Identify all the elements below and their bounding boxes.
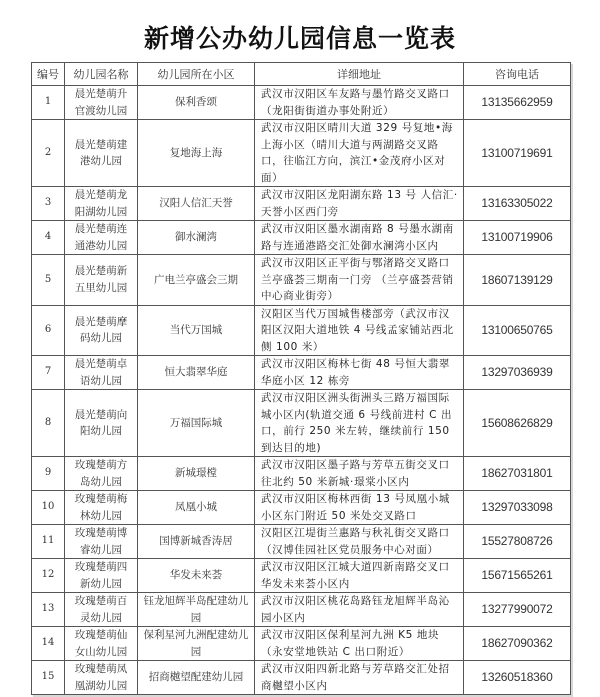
kindergarten-name: 玫瑰楚萌方岛幼儿园 xyxy=(65,457,138,491)
table-row xyxy=(32,187,571,221)
row-number: 15 xyxy=(32,661,65,695)
kindergarten-name: 玫瑰楚萌博睿幼儿园 xyxy=(65,525,138,559)
table-row xyxy=(32,491,571,525)
address: 武汉市汉阳区江城大道四新南路交叉口华发未来荟小区内 xyxy=(255,559,464,593)
address: 武汉市汉阳区晴川大道 329 号复地•海上海小区（晴川大道与两湖路交叉路口，往临江方向，滨江•金茂府小区对面） xyxy=(255,120,464,187)
community-name: 汉阳人信汇天誉 xyxy=(138,187,255,221)
table-row xyxy=(32,390,571,457)
kindergarten-name: 玫瑰楚萌百灵幼儿园 xyxy=(65,593,138,627)
header-community: 幼儿园所在小区 xyxy=(138,63,255,86)
kindergarten-name: 玫瑰楚萌凤凰湖幼儿园 xyxy=(65,661,138,695)
header-name: 幼儿园名称 xyxy=(65,63,138,86)
row-number: 4 xyxy=(32,221,65,255)
phone-number: 15527808726 xyxy=(464,525,571,559)
phone-number: 13100719691 xyxy=(464,120,571,187)
address: 汉阳区当代万国城售楼部旁（武汉市汉阳区汉阳大道地铁 4 号线孟家铺站西北侧 100 米） xyxy=(255,305,464,356)
address: 武汉市汉阳四新北路与芳草路交汇处招商樾望小区内 xyxy=(255,661,464,695)
table-header-row xyxy=(32,63,571,86)
address: 武汉市汉阳区正平街与鄂渚路交叉路口兰亭盛荟三期南一门旁 （兰亭盛荟营销中心商业街旁） xyxy=(255,255,464,306)
community-name: 钰龙旭辉半岛配建幼儿园 xyxy=(138,593,255,627)
table-row xyxy=(32,457,571,491)
community-name: 保利星河九洲配建幼儿园 xyxy=(138,627,255,661)
header-phone: 咨询电话 xyxy=(464,63,571,86)
row-number: 14 xyxy=(32,627,65,661)
community-name: 新城璟樘 xyxy=(138,457,255,491)
phone-number: 18627031801 xyxy=(464,457,571,491)
page-title: 新增公办幼儿园信息一览表 xyxy=(143,24,456,53)
phone-number: 13135662959 xyxy=(464,86,571,120)
phone-number: 15671565261 xyxy=(464,559,571,593)
kindergarten-info-table xyxy=(31,62,571,695)
row-number: 11 xyxy=(32,525,65,559)
table-row xyxy=(32,627,571,661)
table-row xyxy=(32,120,571,187)
community-name: 保利香颂 xyxy=(138,86,255,120)
kindergarten-name: 晨光楚萌龙阳湖幼儿园 xyxy=(65,187,138,221)
table-row xyxy=(32,525,571,559)
address: 武汉市汉阳区保利星河九洲 K5 地块 （永安堂地铁站 C 出口附近） xyxy=(255,627,464,661)
table-row xyxy=(32,86,571,120)
community-name: 当代万国城 xyxy=(138,305,255,356)
address: 武汉市汉阳区墨子路与芳草五街交叉口往北约 50 米新城·璟棠小区内 xyxy=(255,457,464,491)
address: 汉阳区江堤街兰惠路与秋礼街交叉路口（汉博佳园社区党员服务中心对面） xyxy=(255,525,464,559)
phone-number: 13297033098 xyxy=(464,491,571,525)
header-number: 编号 xyxy=(32,63,65,86)
row-number: 5 xyxy=(32,255,65,306)
community-name: 恒大翡翠华庭 xyxy=(138,356,255,390)
phone-number: 18607139129 xyxy=(464,255,571,306)
address: 武汉市汉阳区桃花岛路钰龙旭辉半岛沁园小区内 xyxy=(255,593,464,627)
kindergarten-name: 玫瑰楚萌仙女山幼儿园 xyxy=(65,627,138,661)
kindergarten-name: 晨光楚萌连通港幼儿园 xyxy=(65,221,138,255)
kindergarten-name: 晨光楚萌卓语幼儿园 xyxy=(65,356,138,390)
table-row xyxy=(32,255,571,306)
phone-number: 13260518360 xyxy=(464,661,571,695)
community-name: 凤凰小城 xyxy=(138,491,255,525)
phone-number: 13163305022 xyxy=(464,187,571,221)
address: 武汉市汉阳区梅林七街 48 号恒大翡翠华庭小区 12 栋旁 xyxy=(255,356,464,390)
phone-number: 13297036939 xyxy=(464,356,571,390)
phone-number: 15608626829 xyxy=(464,390,571,457)
kindergarten-name: 玫瑰楚萌梅林幼儿园 xyxy=(65,491,138,525)
community-name: 国博新城香涛居 xyxy=(138,525,255,559)
address: 武汉市汉阳区梅林西街 13 号凤凰小城小区东门附近 50 米处交叉路口 xyxy=(255,491,464,525)
row-number: 6 xyxy=(32,305,65,356)
community-name: 华发未来荟 xyxy=(138,559,255,593)
community-name: 御水澜湾 xyxy=(138,221,255,255)
phone-number: 13100650765 xyxy=(464,305,571,356)
row-number: 3 xyxy=(32,187,65,221)
table-row xyxy=(32,593,571,627)
row-number: 10 xyxy=(32,491,65,525)
table-row xyxy=(32,305,571,356)
row-number: 8 xyxy=(32,390,65,457)
row-number: 1 xyxy=(32,86,65,120)
kindergarten-name: 晨光楚萌建港幼儿园 xyxy=(65,120,138,187)
table-row xyxy=(32,559,571,593)
table-row xyxy=(32,221,571,255)
address: 武汉市汉阳区车友路与墨竹路交叉路口（龙阳街街道办事处附近） xyxy=(255,86,464,120)
kindergarten-name: 晨光楚萌新五里幼儿园 xyxy=(65,255,138,306)
address: 武汉市汉阳区墨水湖南路 8 号墨水湖南路与连通港路交汇处御水澜湾小区内 xyxy=(255,221,464,255)
table-row xyxy=(32,356,571,390)
community-name: 万福国际城 xyxy=(138,390,255,457)
kindergarten-name: 晨光楚萌摩码幼儿园 xyxy=(65,305,138,356)
row-number: 7 xyxy=(32,356,65,390)
address: 武汉市汉阳区龙阳湖东路 13 号 人信汇·天誉小区西门旁 xyxy=(255,187,464,221)
header-address: 详细地址 xyxy=(255,63,464,86)
phone-number: 13277990072 xyxy=(464,593,571,627)
kindergarten-name: 玫瑰楚萌四新幼儿园 xyxy=(65,559,138,593)
community-name: 广电兰亭盛会三期 xyxy=(138,255,255,306)
row-number: 13 xyxy=(32,593,65,627)
kindergarten-name: 晨光楚萌向阳幼儿园 xyxy=(65,390,138,457)
table-row xyxy=(32,661,571,695)
row-number: 12 xyxy=(32,559,65,593)
phone-number: 13100719906 xyxy=(464,221,571,255)
kindergarten-name: 晨光楚萌升官渡幼儿园 xyxy=(65,86,138,120)
row-number: 2 xyxy=(32,120,65,187)
address: 武汉市汉阳区洲头街洲头三路万福国际城小区内(轨道交通 6 号线前进村 C 出口，前行 250 米左转，继续前行 150 到达目的地) xyxy=(255,390,464,457)
community-name: 复地海上海 xyxy=(138,120,255,187)
community-name: 招商樾望配建幼儿园 xyxy=(138,661,255,695)
phone-number: 18627090362 xyxy=(464,627,571,661)
row-number: 9 xyxy=(32,457,65,491)
